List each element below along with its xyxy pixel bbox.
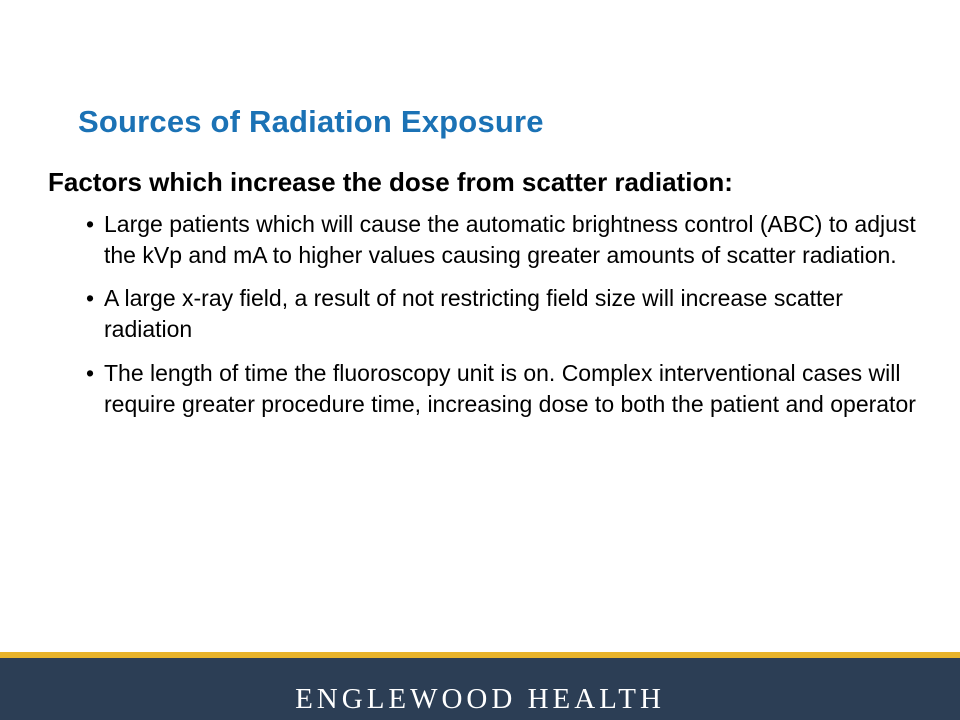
list-item [48, 209, 928, 272]
list-item-text: The length of time the fluoroscopy unit is on. Complex interventional cases will require greater procedure time, increasing dose to both the patient and operator [104, 359, 916, 417]
list-item-text: Large patients which will cause the automatic brightness control (ABC) to adjust the kVp and mA to higher values causing greater amounts of scatter radiation. [104, 210, 916, 268]
page-title: Sources of Radiation Exposure [78, 103, 544, 139]
list-item [48, 358, 928, 421]
bullet-icon: • [86, 210, 95, 237]
slide-body [48, 166, 928, 432]
bullet-icon: • [86, 285, 95, 312]
bullet-list [48, 209, 928, 421]
brand-logo-text: ENGLEWOOD HEALTH [295, 683, 665, 715]
lead-paragraph: Factors which increase the dose from scatter radiation: [48, 167, 733, 197]
bullet-icon: • [86, 359, 95, 386]
list-item [48, 283, 928, 346]
list-item-text: A large x-ray field, a result of not restricting field size will increase scatter radiation [104, 285, 843, 343]
